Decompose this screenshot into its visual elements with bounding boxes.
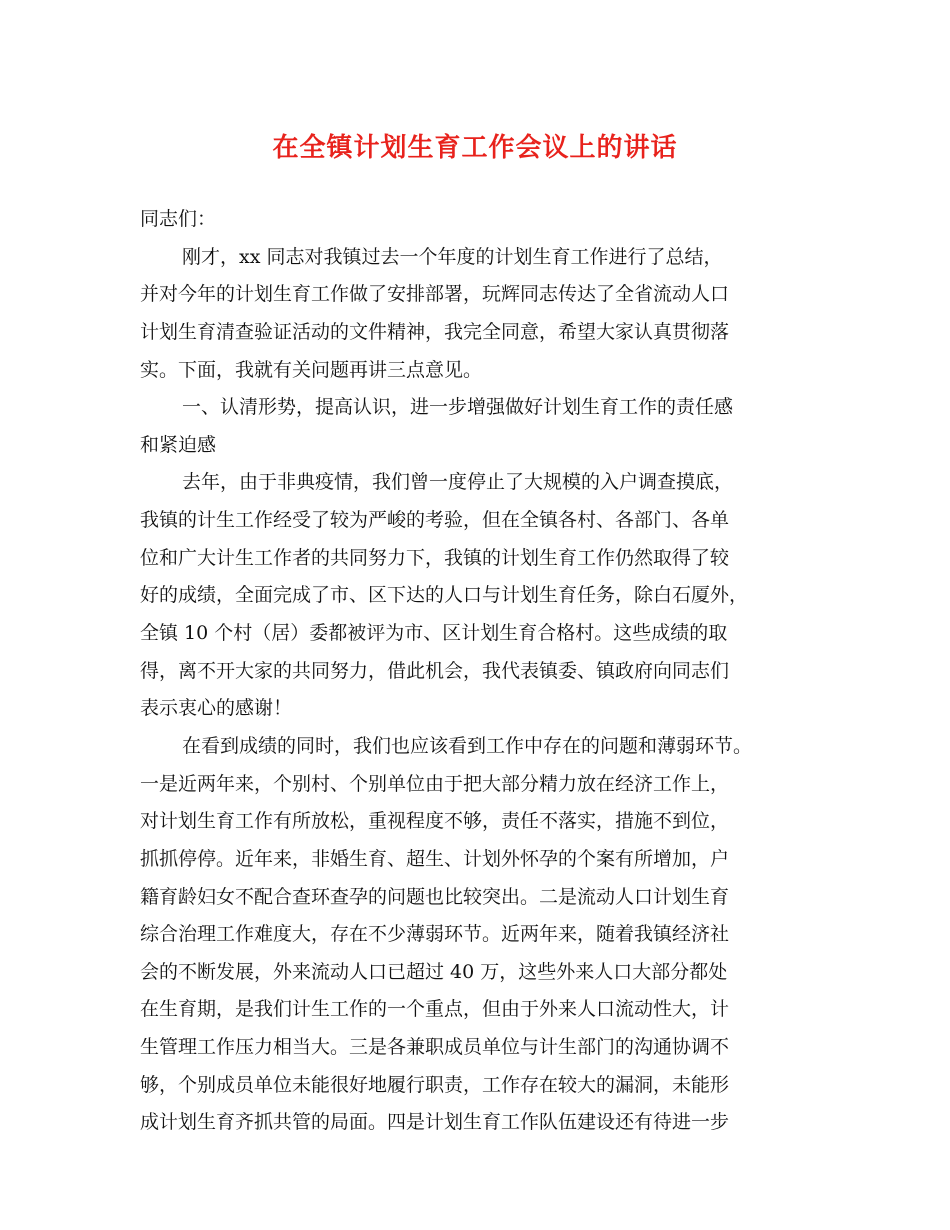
text-line: 得，离不开大家的共同努力，借此机会，我代表镇委、镇政府向同志们 xyxy=(140,659,730,682)
text-line: 表示衷心的感谢！ xyxy=(140,697,293,720)
text-line: 刚才，xx 同志对我镇过去一个年度的计划生育工作进行了总结， xyxy=(182,245,723,268)
text-line: 在看到成绩的同时，我们也应该看到工作中存在的问题和薄弱环节。 xyxy=(182,734,753,757)
document-body xyxy=(140,201,830,1142)
text-line: 全镇 10 个村（居）委都被评为市、区计划生育合格村。这些成绩的取 xyxy=(140,622,728,645)
text-line: 一、认清形势，提高认识，进一步增强做好计划生育工作的责任感 xyxy=(182,396,734,419)
text-line: 在生育期，是我们计生工作的一个重点，但由于外来人口流动性大，计 xyxy=(140,998,730,1021)
text-line: 综合治理工作难度大，存在不少薄弱环节。近两年来，随着我镇经济社 xyxy=(140,923,730,946)
text-line: 计划生育清查验证活动的文件精神，我完全同意，希望大家认真贯彻落 xyxy=(140,320,730,343)
text-line: 位和广大计生工作者的共同努力下，我镇的计划生育工作仍然取得了较 xyxy=(140,546,730,569)
text-line: 抓抓停停。近年来，非婚生育、超生、计划外怀孕的个案有所增加，户 xyxy=(140,847,730,870)
text-line: 会的不断发展，外来流动人口已超过 40 万，这些外来人口大部分都处 xyxy=(140,960,728,983)
text-line: 并对今年的计划生育工作做了安排部署，玩辉同志传达了全省流动人口 xyxy=(140,283,730,306)
text-line: 籍育龄妇女不配合查环查孕的问题也比较突出。二是流动人口计划生育 xyxy=(140,885,730,908)
text-line: 实。下面，我就有关问题再讲三点意见。 xyxy=(140,358,483,381)
document-title: 在全镇计划生育工作会议上的讲话 xyxy=(272,133,678,163)
text-line: 我镇的计生工作经受了较为严峻的考验，但在全镇各村、各部门、各单 xyxy=(140,509,730,532)
text-line: 去年，由于非典疫情，我们曾一度停止了大规模的入户调查摸底， xyxy=(182,471,734,494)
text-line: 和紧迫感 xyxy=(140,433,217,456)
text-line: 生管理工作压力相当大。三是各兼职成员单位与计生部门的沟通协调不 xyxy=(140,1036,730,1059)
text-line: 一是近两年来，个别村、个别单位由于把大部分精力放在经济工作上， xyxy=(140,772,730,795)
text-line: 好的成绩，全面完成了市、区下达的人口与计划生育任务，除白石厦外， xyxy=(140,584,749,607)
text-line: 够，个别成员单位未能很好地履行职责，工作存在较大的漏洞，未能形 xyxy=(140,1073,730,1096)
text-line: 对计划生育工作有所放松，重视程度不够，责任不落实，措施不到位， xyxy=(140,810,730,833)
text-line: 成计划生育齐抓共管的局面。四是计划生育工作队伍建设还有待进一步 xyxy=(140,1111,730,1134)
text-line: 同志们： xyxy=(140,208,217,230)
